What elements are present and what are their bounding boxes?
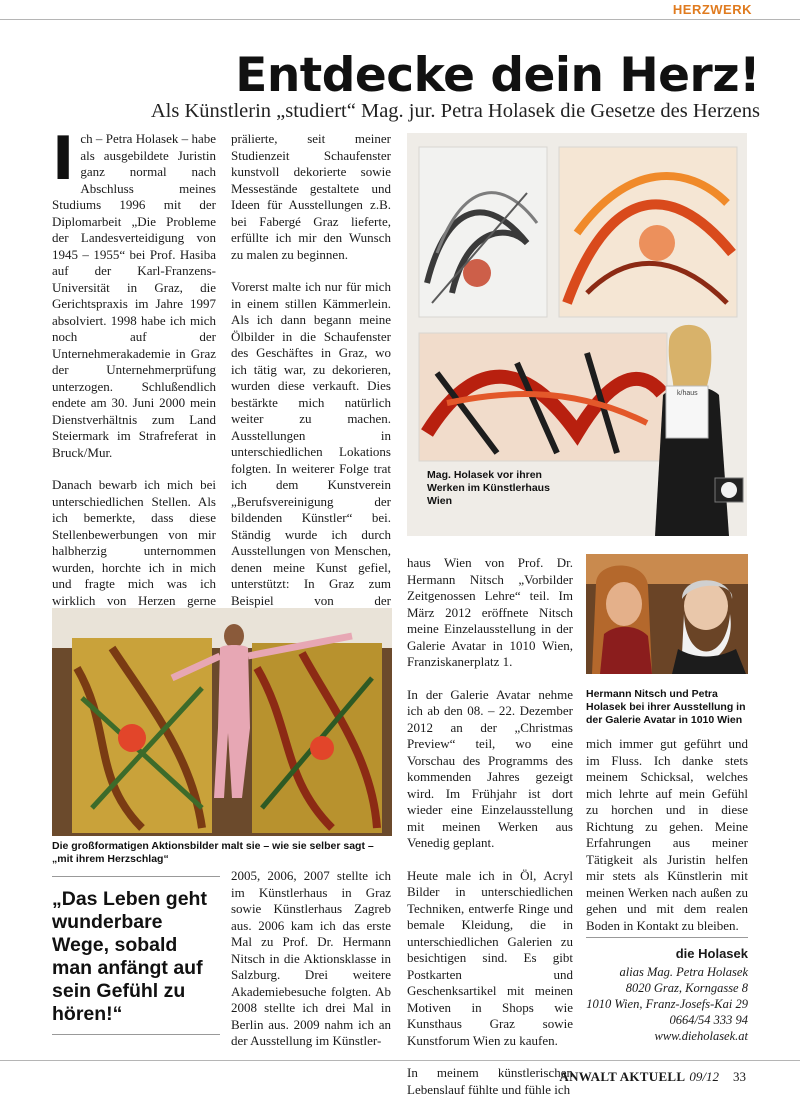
text-column-3 <box>407 555 573 1098</box>
text-column-4 <box>586 736 748 934</box>
catalog-label: k/haus <box>677 390 698 397</box>
text-column-1 <box>52 124 216 675</box>
header-rule <box>0 19 800 20</box>
page-title: Entdecke dein Herz! <box>235 48 760 103</box>
section-label: HERZWERK <box>672 2 752 17</box>
action-painting-photo <box>52 608 392 836</box>
page-number: 33 <box>733 1069 746 1084</box>
text-column-2-lower <box>231 868 391 1050</box>
paragraph: haus Wien von Prof. Dr. Hermann Nitsch „Vorbilder Zeitgenossen Lehre“ teil. Im März 2012 eröffnete Nitsch meine Einzelausstellung in der Galerie Avatar in 1010 Wien, Franziskanerplatz 1. <box>407 555 573 669</box>
paragraph: Vorerst malte ich nur für mich in einem stillen Kämmerlein. Als ich dann begann meine Ölbilder in die Schaufenster des Geschäftes in Graz, wo ich tätig war, zu dekorieren, wurden diese verkauft. Dies bestärkte mich natürlich weiter zu machen. Ausstellungen in unterschiedlichen Lokations folgten. In weiterer Folge trat ich dem Kunstverein „Berufsvereinigung der bildenden Künstler“ bei. Ständig wurde ich durch Ausstellungen von Menschen, denen meine Kunst gefiel, unterstützt: In Graz zum Beispiel von der <box>231 279 391 608</box>
quote-rule-top <box>52 876 220 877</box>
magazine-name: ANWALT AKTUELL <box>559 1069 686 1084</box>
page-subtitle: Als Künstlerin „studiert“ Mag. jur. Petra Holasek die Gesetze des Herzens <box>150 100 760 122</box>
signature-phone: 0664/54 333 94 <box>669 1013 748 1027</box>
paragraph: ch – Petra Holasek – habe als ausgebildete Juristin ganz normal nach Abschluss meines Studiums 1996 mit der Diplomarbeit „Die Probleme der Landesverteidigung von 1945 – 1955“ bei Prof. Hasiba auf der Karl-Franzens-Universität in Graz, die Gerichtspraxis im Jahre 1997 absolviert. 1998 habe ich mich noch auf der Unternehmerakademie in Graz der Unternehmerprüfung unterzogen. Schlußendlich endete am 30. Juni 2000 mein Dienstverhältnis zum Land Steiermark im Strafreferat in Bruck/Mur. <box>52 131 216 460</box>
signature-block <box>568 946 748 1044</box>
paragraph: In der Galerie Avatar nehme ich ab den 08. – 22. Dezember 2012 an der „Christmas Preview“ teil, wo eine Vorschau des Programms des kommenden Jahres gezeigt wird. Im Frühjahr ist dort wieder eine Einzelausstellung mit meinen Werken aus Venedig geplant. <box>407 686 573 850</box>
paragraph: Heute male ich in Öl, Acryl Bilder in unterschiedlichen Techniken, entwerfe Ringe und bemale Kleidung, die in unterschiedlichen Galerien zu besichtigen sind. Es gibt Postkarten und Geschenksartikel mit meinen Motiven in Shops wie Kunsthaus Graz sowie Kunstforum Wien zu kaufen. <box>407 867 573 1048</box>
drop-cap: I <box>52 124 75 194</box>
quote-rule-bottom <box>52 1034 220 1035</box>
paragraph: prälierte, seit meiner Studienzeit Schaufenster kunstvoll dekorierte sowie Messestände gestaltete und Ideen für Ausstellungen z.B. bei Fabergé Graz lieferte, erfüllte ich mir den Wunsch zu malen zu beginnen. <box>231 131 391 262</box>
nitsch-caption: Hermann Nitsch und Petra Holasek bei ihrer Ausstellung in der Galerie Avatar in 1010 Wien <box>586 688 746 726</box>
action-caption: Die großformatigen Aktionsbilder malt sie – wie sie selber sagt – „mit ihrem Herzschlag“ <box>52 840 374 865</box>
gallery-photo <box>407 133 747 536</box>
paragraph: In meinem künstlerischen Lebenslauf fühlte und fühle ich <box>407 1065 573 1097</box>
nitsch-photo <box>586 554 748 674</box>
gallery-caption: Mag. Holasek vor ihren Werken im Künstlerhaus Wien <box>427 469 550 507</box>
page-footer <box>559 1069 746 1085</box>
paragraph: 2005, 2006, 2007 stellte ich im Künstlerhaus in Graz sowie Künstlerhaus Zagreb aus. 2006 kam ich das erste Mal zu Prof. Dr. Hermann Nitsch in die Aktionsklasse in Salzburg. Drei weitere Akademiebesuche folgten. Ab 2008 stellte ich drei Mal in Berlin aus. 2009 nahm ich an der Ausstellung im Künstler- <box>231 868 391 1048</box>
action-painting-art <box>52 608 392 836</box>
nitsch-photo-art <box>586 554 748 674</box>
paragraph: mich immer gut geführt und im Fluss. Ich danke stets meinem Schicksal, welches mich lehrte auf mein Gefühl zu horchen und in diese Richtung zu gehen. Meine Erfahrungen aus meiner Tätigkeit als Juristin helfen mir stets als Künstlerin mit meinen Werken nach außen zu gehen und mit dem realen Boden in Kontakt zu bleiben. <box>586 736 748 933</box>
pull-quote: „Das Leben geht wunderbare Wege, sobald man anfängt auf sein Gefühl zu hören!“ <box>52 888 207 1025</box>
signature-address-graz: 8020 Graz, Korngasse 8 <box>625 981 748 995</box>
signature-address-wien: 1010 Wien, Franz-Josefs-Kai 29 <box>586 997 748 1011</box>
issue-number: 09/12 <box>689 1069 719 1084</box>
signature-website[interactable]: www.dieholasek.at <box>654 1029 748 1043</box>
text-column-2 <box>231 131 391 675</box>
footer-rule <box>0 1060 800 1061</box>
paragraph: Danach bewarb ich mich bei unterschiedlichen Stellen. Als ich bemerkte, dass diese Stellenbewerbungen von mir halbherzig unternommen wurden, horchte ich in mich und fragte mich was ich wirklich von Herzen gerne <box>52 477 216 608</box>
signature-alias: alias Mag. Petra Holasek <box>619 965 748 979</box>
signature-rule <box>586 937 748 938</box>
signature-name: die Holasek <box>675 946 748 961</box>
